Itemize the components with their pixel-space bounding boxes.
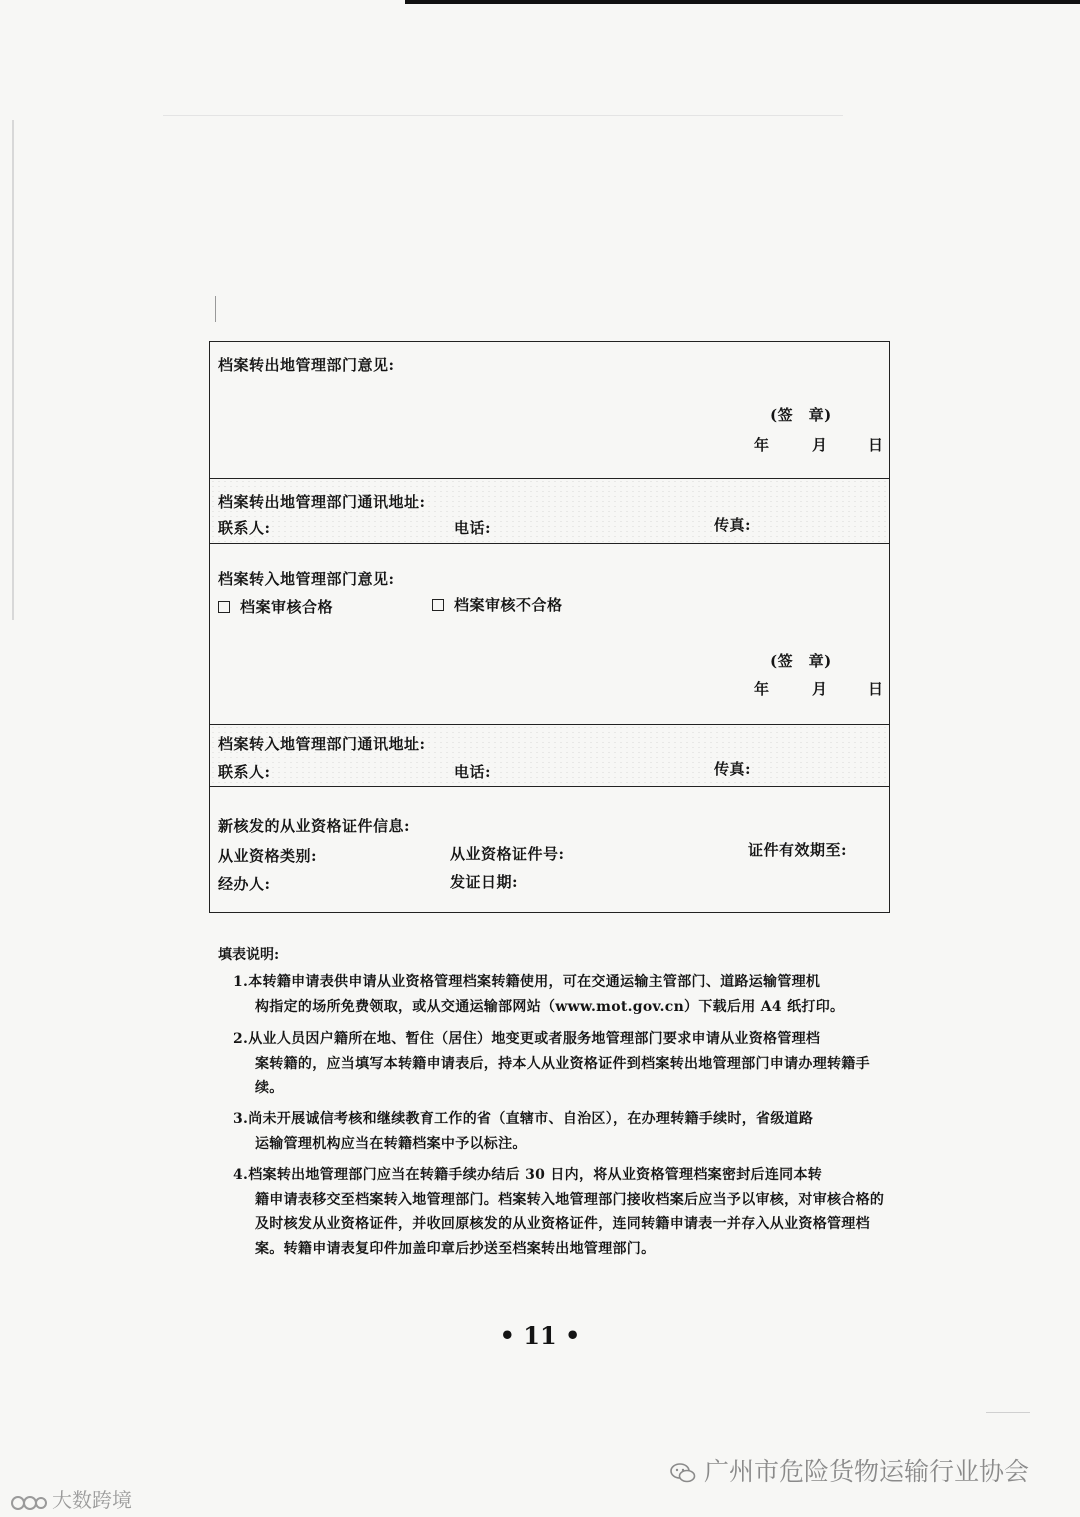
- out-contact-label: 联系人:: [218, 519, 271, 537]
- scan-top-edge: [405, 0, 1080, 4]
- out-opinion-label: 档案转出地管理部门意见:: [218, 356, 395, 374]
- in-contact-label: 联系人:: [218, 763, 271, 781]
- out-address-section: [210, 479, 889, 544]
- scan-mark: [215, 296, 216, 322]
- note-first-line: 1.本转籍申请表供申请从业资格管理档案转籍使用，可在交通运输主管部门、道路运输管理机: [233, 974, 821, 990]
- note-item: [233, 1027, 893, 1101]
- option-pass-label: 档案审核合格: [240, 598, 334, 616]
- option-fail-label: 档案审核不合格: [454, 596, 563, 614]
- dashu-watermark-text: 大数跨境: [52, 1488, 132, 1512]
- in-month-label: 月: [812, 680, 828, 698]
- note-item: [233, 1163, 893, 1261]
- issue-date-label: 发证日期:: [450, 873, 519, 891]
- out-year-label: 年: [754, 436, 770, 454]
- out-day-label: 日: [868, 436, 884, 454]
- cert-number-label: 从业资格证件号:: [450, 845, 565, 863]
- category-label: 从业资格类别:: [218, 847, 318, 865]
- page-number: • 11 •: [499, 1321, 581, 1350]
- option-fail: [432, 594, 563, 615]
- note-continuation: 案转籍的，应当填写本转籍申请表后，持本人从业资格证件到档案转出地管理部门申请办理转籍手续。: [255, 1055, 870, 1096]
- scan-edge-mark: [12, 120, 14, 620]
- transfer-form-table: [209, 341, 890, 913]
- in-opinion-label: 档案转入地管理部门意见:: [218, 570, 395, 588]
- certificate-section: [210, 787, 889, 912]
- scan-faint-line: [986, 1412, 1030, 1413]
- out-seal-label: (签 章): [770, 406, 832, 424]
- note-continuation: 构指定的场所免费领取，或从交通运输部网站（www.mot.gov.cn）下载后用 A4 纸打印。: [255, 998, 845, 1015]
- in-day-label: 日: [868, 680, 884, 698]
- out-month-label: 月: [812, 436, 828, 454]
- in-address-section: [210, 725, 889, 787]
- note-item: [233, 1107, 893, 1156]
- in-fax-label: 传真:: [714, 760, 752, 778]
- out-opinion-section: [210, 342, 889, 479]
- valid-until-label: 证件有效期至:: [748, 841, 848, 859]
- in-seal-label: (签 章): [770, 652, 832, 670]
- out-fax-label: 传真:: [714, 516, 752, 534]
- wechat-icon: [670, 1463, 696, 1483]
- note-first-line: 2.从业人员因户籍所在地、暂住（居住）地变更或者服务地管理部门要求申请从业资格管理档: [233, 1031, 821, 1047]
- in-opinion-section: [210, 544, 889, 725]
- fail-checkbox[interactable]: [432, 599, 444, 611]
- note-first-line: 4.档案转出地管理部门应当在转籍手续办结后 30 日内，将从业资格管理档案密封后连同本转: [233, 1167, 823, 1183]
- out-phone-label: 电话:: [454, 519, 492, 537]
- dashu-watermark: [10, 1484, 132, 1513]
- option-pass: [218, 596, 333, 617]
- dashu-logo-icon: [10, 1491, 48, 1513]
- pass-checkbox[interactable]: [218, 601, 230, 613]
- in-phone-label: 电话:: [454, 763, 492, 781]
- association-watermark: [670, 1452, 1029, 1488]
- scan-faint-line: [163, 115, 843, 116]
- in-address-label: 档案转入地管理部门通讯地址:: [218, 735, 426, 753]
- in-year-label: 年: [754, 680, 770, 698]
- handler-label: 经办人:: [218, 875, 271, 893]
- certificate-label: 新核发的从业资格证件信息:: [218, 817, 411, 835]
- note-continuation: 运输管理机构应当在转籍档案中予以标注。: [255, 1135, 527, 1152]
- note-continuation: 籍申请表移交至档案转入地管理部门。档案转入地管理部门接收档案后应当予以审核，对审核合格的及时核发从业资格证件，并收回原核发的从业资格证件，连同转籍申请表一并存入从业资格管理档案。转籍申请表复印件加盖印章后抄送至档案转出地管理部门。: [255, 1191, 885, 1257]
- association-watermark-text: 广州市危险货物运输行业协会: [704, 1457, 1030, 1486]
- out-address-label: 档案转出地管理部门通讯地址:: [218, 493, 426, 511]
- note-item: [233, 970, 893, 1019]
- notes-title: 填表说明:: [218, 947, 280, 963]
- note-first-line: 3.尚未开展诚信考核和继续教育工作的省（直辖市、自治区），在办理转籍手续时，省级道路: [233, 1111, 814, 1127]
